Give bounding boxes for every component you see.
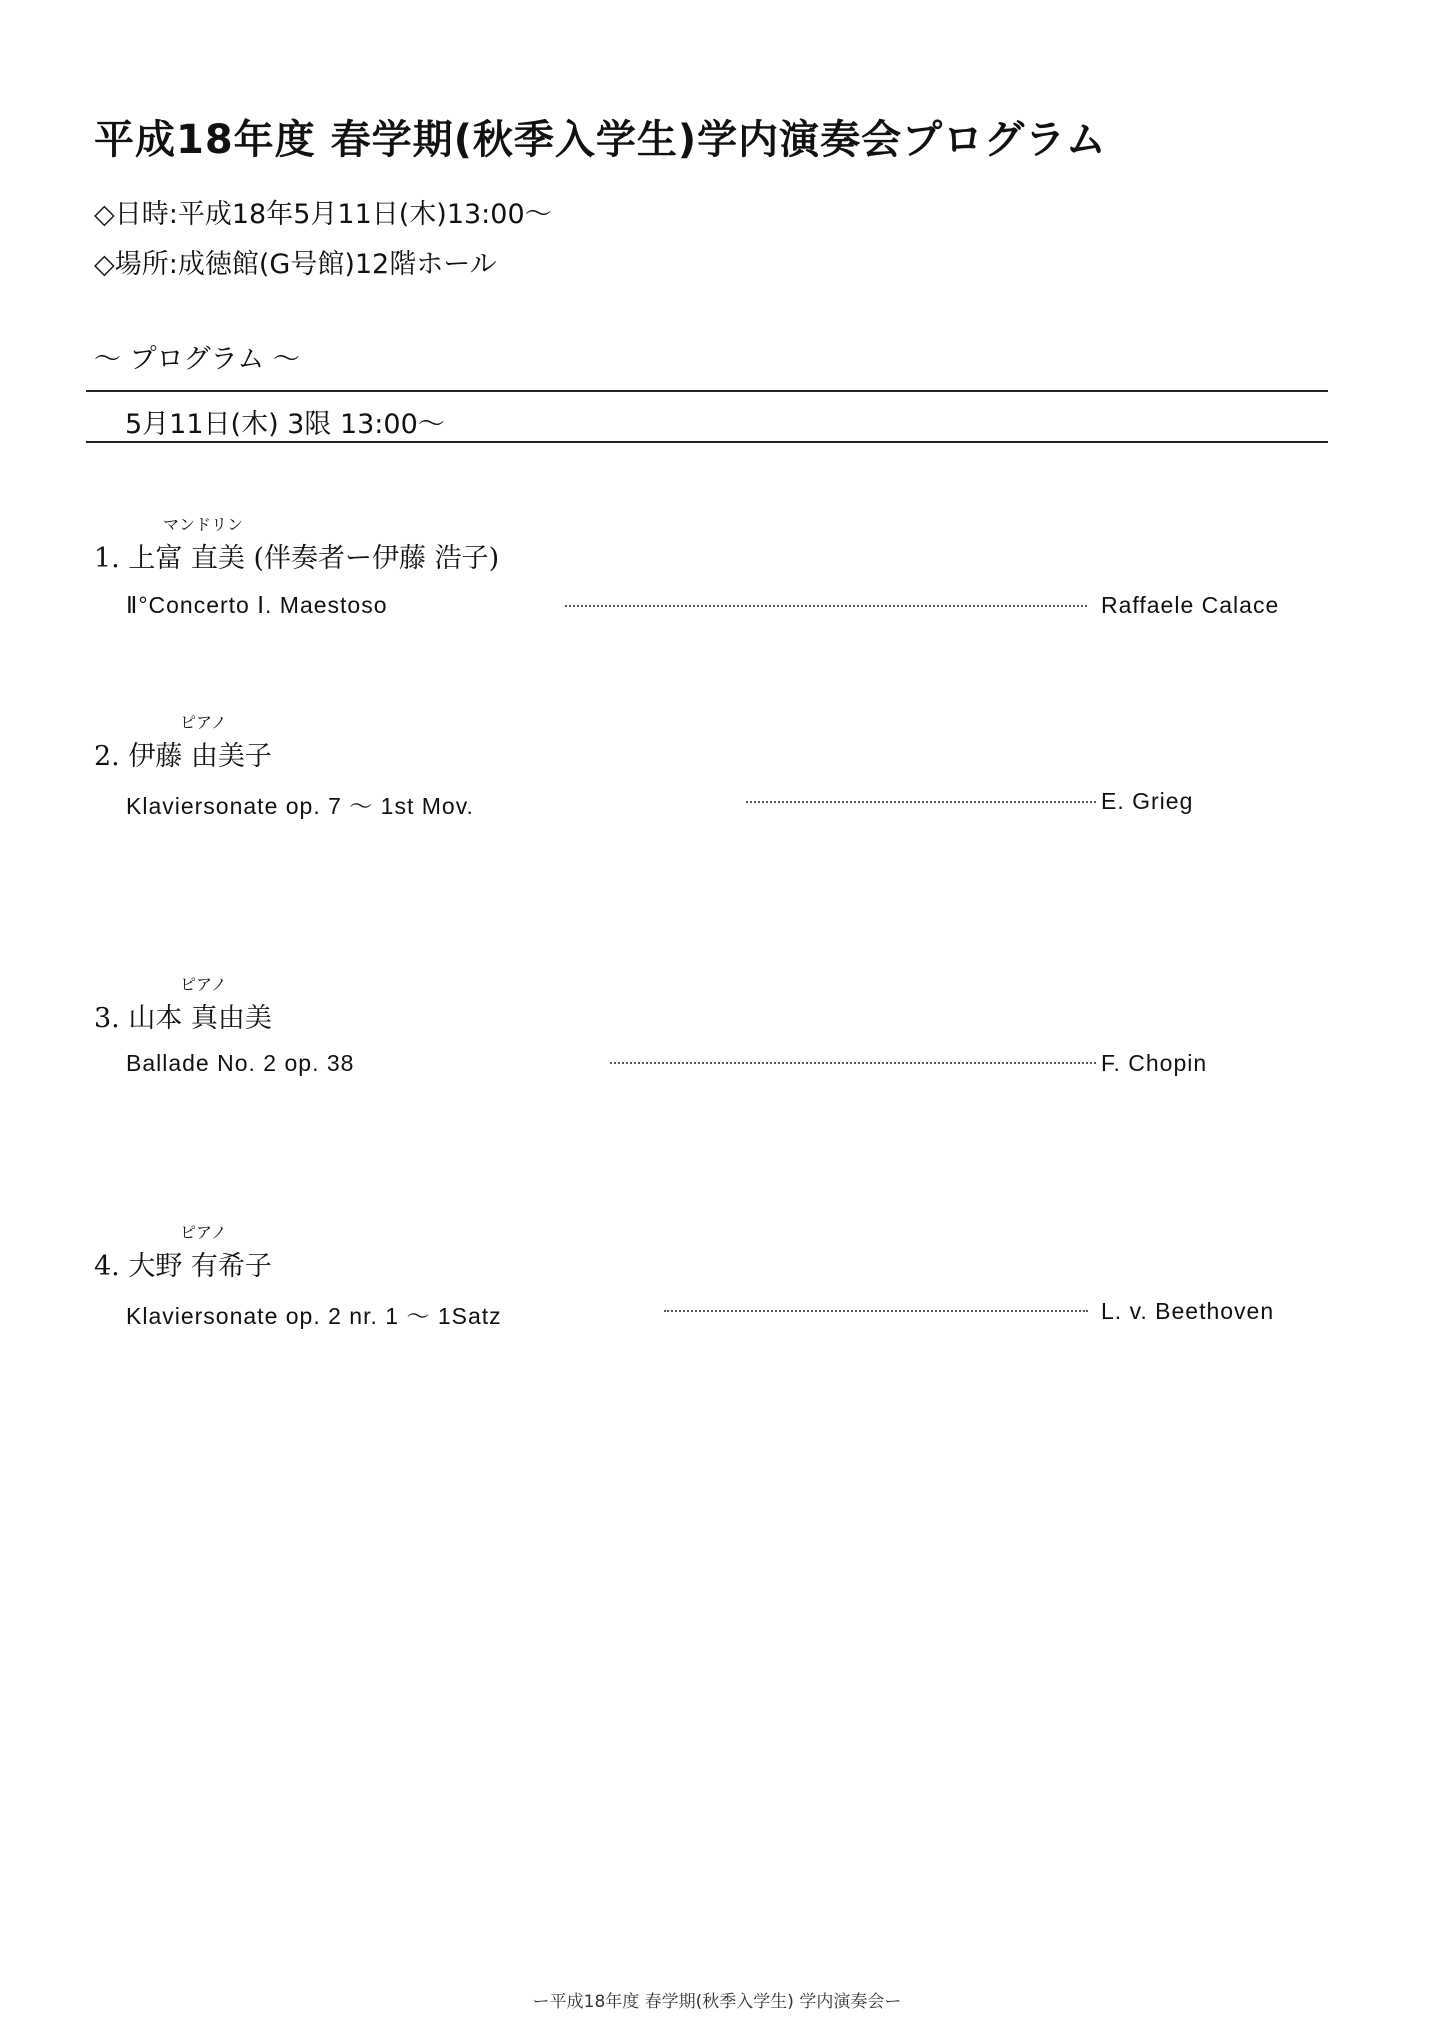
instrument-label: ピアノ [180,713,227,732]
piece-title: Ballade No. 2 op. 38 [126,1050,355,1076]
leader-dots [746,801,1096,803]
instrument-label: ピアノ [180,1223,227,1242]
performer-name: 1. 上富 直美 (伴奏者ー伊藤 浩子) [94,543,500,574]
piece-title: Klaviersonate op. 2 nr. 1 〜 1Satz [126,1303,502,1329]
session-top-rule [86,390,1328,392]
instrument-label: ピアノ [180,975,227,994]
piece-title: Ⅱ°Concerto Ⅰ. Maestoso [126,592,388,618]
leader-dots [610,1062,1096,1064]
page-title: 平成18年度 春学期(秋季入学生)学内演奏会プログラム [94,117,1107,163]
composer-name: Raffaele Calace [1101,592,1280,618]
event-venue: ◇場所:成徳館(G号館)12階ホール [94,249,497,280]
composer-name: E. Grieg [1101,788,1194,814]
page-footer: ー平成18年度 春学期(秋季入学生) 学内演奏会ー [532,1992,902,2012]
composer-name: F. Chopin [1101,1050,1208,1076]
composer-name: L. v. Beethoven [1101,1298,1275,1324]
performer-name: 4. 大野 有希子 [94,1251,272,1282]
event-datetime: ◇日時:平成18年5月11日(木)13:00〜 [94,199,552,230]
performer-name: 3. 山本 真由美 [94,1003,272,1034]
leader-dots [565,605,1087,607]
piece-title: Klaviersonate op. 7 〜 1st Mov. [126,793,474,819]
instrument-label: マンドリン [163,515,244,534]
performer-name: 2. 伊藤 由美子 [94,741,272,772]
session-time: 5月11日(木) 3限 13:00〜 [125,409,445,440]
program-heading: 〜 プログラム 〜 [94,344,300,375]
session-bottom-rule [86,441,1328,443]
leader-dots [664,1310,1088,1312]
